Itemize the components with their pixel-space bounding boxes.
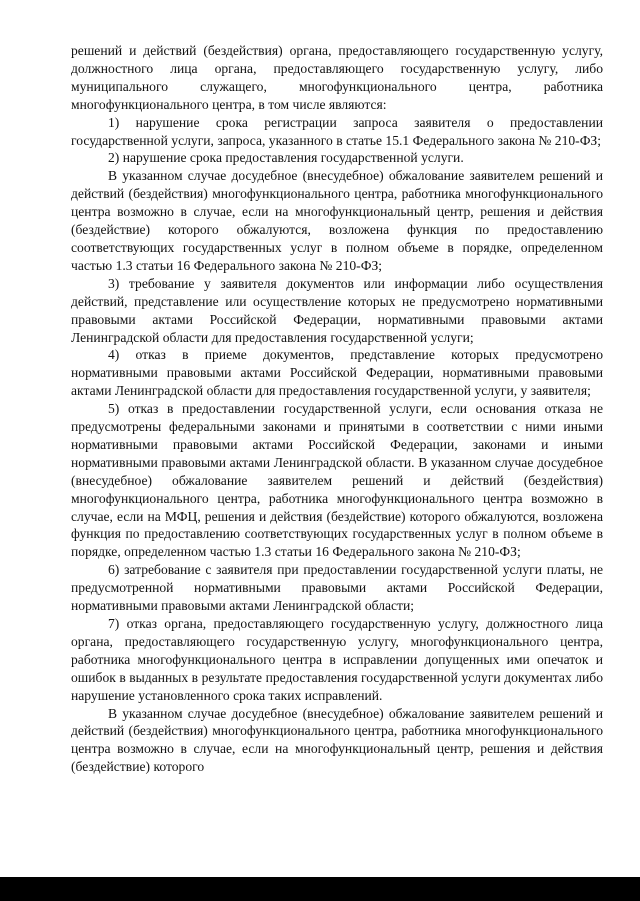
- paragraph-item-1: 1) нарушение срока регистрации запроса заявителя о предоставлении государственной услуги, запроса, указанного в статье 15.1 Федерального закона № 210-ФЗ;: [71, 114, 603, 148]
- paragraph-item-5: 5) отказ в предоставлении государственной услуги, если основания отказа не предусмотрены федеральными законами и принятыми в соответствии с ними иными нормативными правовыми актами Российской Федерации, законами и иными нормативными правовыми актами Ленинградской области. В указанном случае досудебное (внесудебное) обжалование заявителем решений и действий (бездействия) многофункционального центра, работника многофункционального центра возможно в случае, если на МФЦ, решения и действия (бездействие) которого обжалуются, возложена функция по предоставлению соответствующих государственных услуг в полном объеме в порядке, определенном частью 1.3 статьи 16 Федерального закона № 210-ФЗ;: [71, 401, 603, 560]
- scan-bottom-edge: [0, 877, 640, 901]
- document-page: [71, 42, 603, 776]
- paragraph-note-1: В указанном случае досудебное (внесудебное) обжалование заявителем решений и действий (бездействия) многофункционального центра, работника многофункционального центра возможно в случае, если на многофункциональный центр, решения и действия (бездействие) которого обжалуются, возложена функция по предоставлению соответствующих государственных услуг в полном объеме в порядке, определенном частью 1.3 статьи 16 Федерального закона № 210-ФЗ;: [71, 168, 603, 273]
- paragraph-item-6: 6) затребование с заявителя при предоставлении государственной услуги платы, не предусмотренной нормативными правовыми актами Российской Федерации, нормативными правовыми актами Ленинградской области;: [71, 562, 603, 614]
- paragraph-item-2: 2) нарушение срока предоставления государственной услуги.: [108, 150, 464, 166]
- paragraph-item-7: 7) отказ органа, предоставляющего государственную услугу, должностного лица органа, предоставляющего государственную услугу, многофункционального центра, работника многофункционального центра в исправлении допущенных ими опечаток и ошибок в выданных в результате предоставления государственной услуги документах либо нарушение установленного срока таких исправлений.: [71, 616, 603, 703]
- paragraph-note-2: В указанном случае досудебное (внесудебное) обжалование заявителем решений и действий (бездействия) многофункционального центра, работника многофункционального центра возможно в случае, если на многофункциональный центр, решения и действия (бездействие) которого: [71, 705, 603, 775]
- paragraph-item-4: 4) отказ в приеме документов, представление которых предусмотрено нормативными правовыми актами Российской Федерации, нормативными правовыми актами Ленинградской области для предоставления государственной услуги, у заявителя;: [71, 347, 603, 399]
- paragraph-item-3: 3) требование у заявителя документов или информации либо осуществления действий, представление или осуществление которых не предусмотрено нормативными правовыми актами Российской Федерации, нормативными правовыми актами Ленинградской области для предоставления государственной услуги;: [71, 275, 603, 345]
- paragraph-intro: решений и действий (бездействия) органа, предоставляющего государственную услугу, должностного лица органа, предоставляющего государственную услугу, либо муниципального служащего, многофункционального центра, работника многофункционального центра, в том числе являются:: [71, 43, 603, 112]
